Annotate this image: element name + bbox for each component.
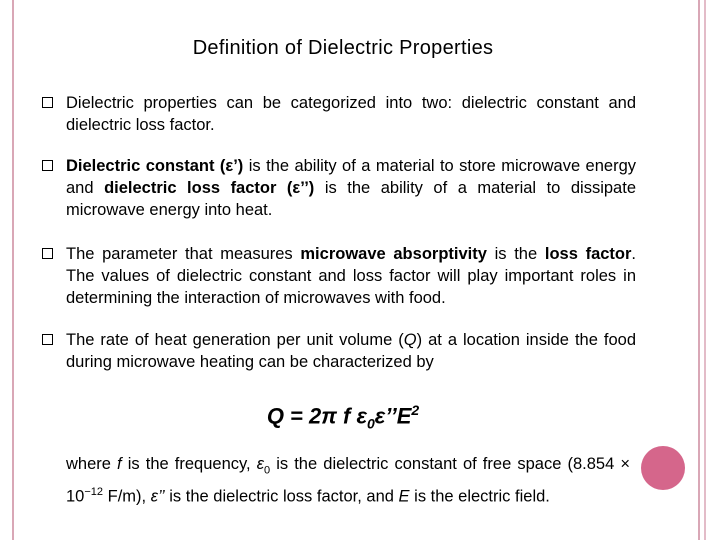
- bullet-text: Dielectric properties can be categorized into two: dielectric constant and dielectric loss factor.: [66, 94, 636, 134]
- bullet-item-3: [42, 243, 636, 309]
- bullet-item-1: [42, 92, 636, 136]
- heat-generation-equation: Q = 2π f $\varepsilon_0\varepsilon’’E^2$: [266, 402, 420, 432]
- checkbox-bullet-icon: [42, 334, 53, 345]
- checkbox-bullet-icon: [42, 248, 53, 259]
- slide-border-right-inner: [704, 0, 706, 540]
- bullet-text: The parameter that measures microwave absorptivity is the loss factor. The values of dielectric constant and loss factor will play important roles in determining the interaction of microwaves with food.: [66, 245, 637, 307]
- slide-title: Definition of Dielectric Properties: [192, 37, 494, 59]
- bullet-text: Dielectric constant (ε’) is the ability of a material to store microwave energy and dielectric loss factor (ε’’) is the ability of a material to dissipate microwave energy into heat.: [66, 157, 636, 219]
- bullet-item-2: [42, 155, 636, 221]
- checkbox-bullet-icon: [42, 97, 53, 108]
- equation-explanation: where f is the frequency, $\varepsilon_0$ is the dielectric constant of free space ($8.854 \times 10^{-12}$ F/m), ε’’ is the dielectric loss factor, and E is the electric field.: [66, 455, 630, 506]
- decorative-circle: [641, 446, 685, 490]
- checkbox-bullet-icon: [42, 160, 53, 171]
- bullet-item-4: [42, 329, 636, 373]
- slide-border-left: [12, 0, 14, 540]
- slide-border-right: [698, 0, 700, 540]
- bullet-text: The rate of heat generation per unit volume (Q) at a location inside the food during microwave heating can be characterized by: [66, 331, 636, 371]
